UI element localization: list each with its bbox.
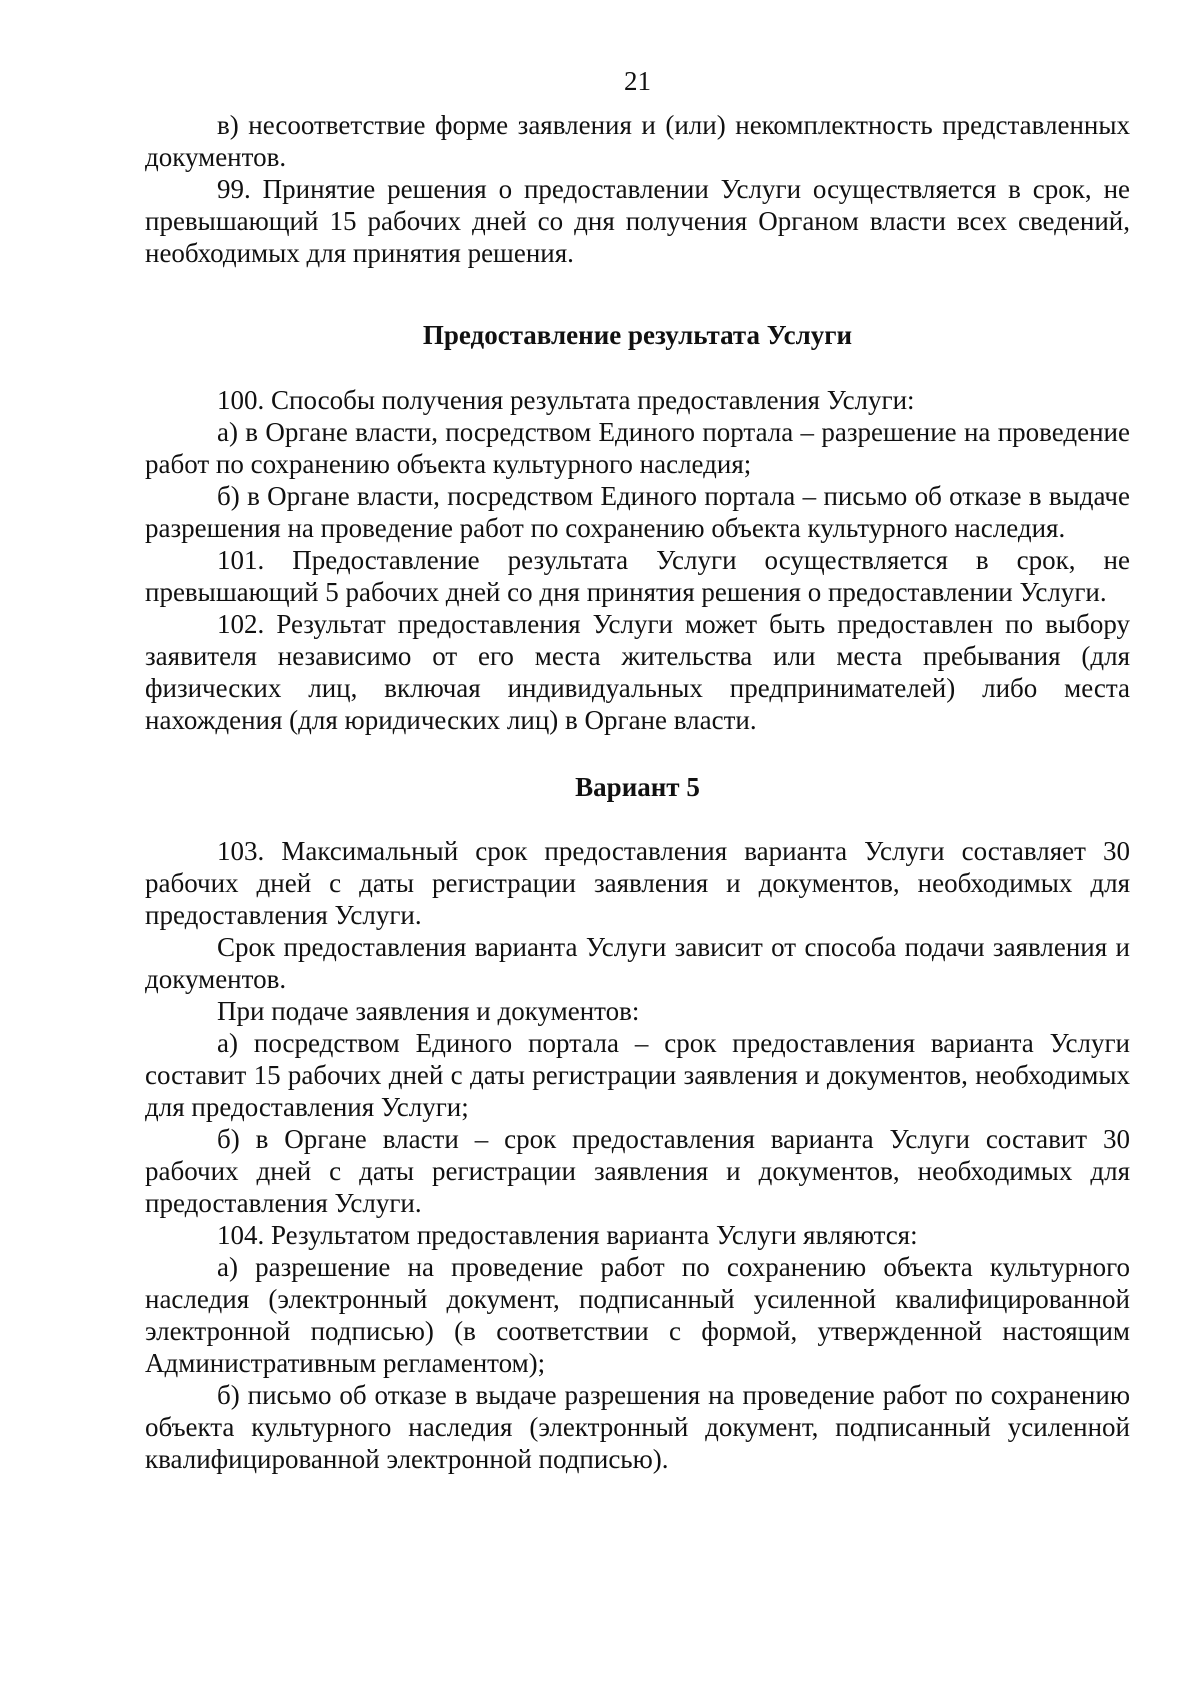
paragraph-104-b: б) письмо об отказе в выдаче разрешения на проведение работ по сохранению объекта культурного наследия (электронный документ, подписанный усиленной квалифицированной электронной подписью). bbox=[145, 1380, 1130, 1474]
paragraph-103-submission: При подаче заявления и документов: bbox=[217, 996, 640, 1026]
paragraph-103-a: а) посредством Единого портала – срок предоставления варианта Услуги составит 15 рабочих дней с даты регистрации заявления и документов, необходимых для предоставления Услуги; bbox=[145, 1028, 1130, 1122]
paragraph-103-term: Срок предоставления варианта Услуги зависит от способа подачи заявления и документов. bbox=[145, 932, 1130, 994]
paragraph-103-b: б) в Органе власти – срок предоставления варианта Услуги составит 30 рабочих дней с даты регистрации заявления и документов, необходимых для предоставления Услуги. bbox=[145, 1124, 1130, 1218]
paragraph-102: 102. Результат предоставления Услуги может быть предоставлен по выбору заявителя независимо от его места жительства или места пребывания (для физических лиц, включая индивидуальных предпринимателей) либо места нахождения (для юридических лиц) в Органе власти. bbox=[145, 609, 1130, 735]
paragraph-104: 104. Результатом предоставления варианта Услуги являются: bbox=[217, 1220, 918, 1250]
document-page bbox=[145, 65, 1130, 1475]
paragraph-100-b: б) в Органе власти, посредством Единого портала – письмо об отказе в выдаче разрешения на проведение работ по сохранению объекта культурного наследия. bbox=[145, 481, 1130, 543]
paragraph-100: 100. Способы получения результата предоставления Услуги: bbox=[217, 385, 915, 415]
paragraph-v-nonconformity: в) несоответствие форме заявления и (или) некомплектность представленных документов. bbox=[145, 110, 1130, 172]
paragraph-103: 103. Максимальный срок предоставления варианта Услуги составляет 30 рабочих дней с даты регистрации заявления и документов, необходимых для предоставления Услуги. bbox=[145, 836, 1130, 930]
page-number: 21 bbox=[624, 66, 651, 96]
paragraph-100-a: а) в Органе власти, посредством Единого портала – разрешение на проведение работ по сохранению объекта культурного наследия; bbox=[145, 417, 1130, 479]
paragraph-101: 101. Предоставление результата Услуги осуществляется в срок, не превышающий 5 рабочих дней со дня принятия решения о предоставлении Услуги. bbox=[145, 545, 1130, 607]
paragraph-99: 99. Принятие решения о предоставлении Услуги осуществляется в срок, не превышающий 15 рабочих дней со дня получения Органом власти всех сведений, необходимых для принятия решения. bbox=[145, 174, 1130, 268]
paragraph-104-a: а) разрешение на проведение работ по сохранению объекта культурного наследия (электронный документ, подписанный усиленной квалифицированной электронной подписью) (в соответствии с формой, утвержденной настоящим Административным регламентом); bbox=[145, 1252, 1130, 1378]
section-heading-variant-5: Вариант 5 bbox=[575, 772, 700, 802]
section-heading-result: Предоставление результата Услуги bbox=[422, 320, 853, 350]
